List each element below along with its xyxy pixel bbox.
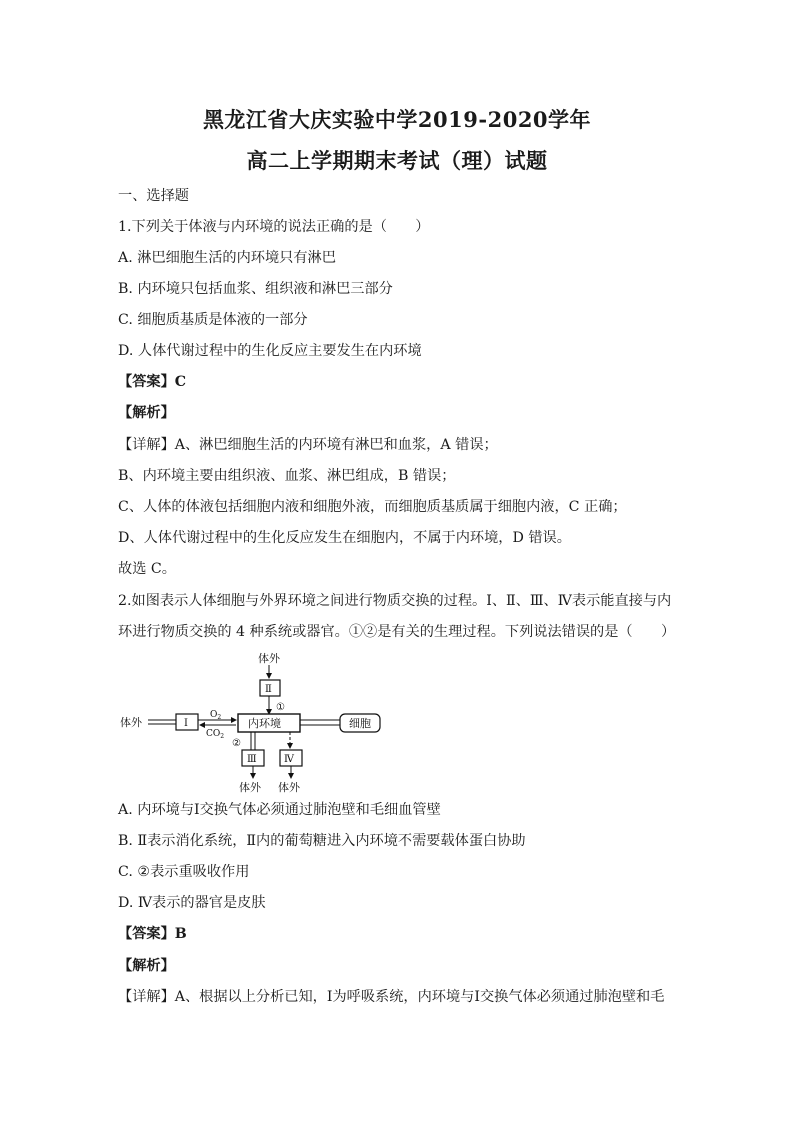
document-title-line1: 黑龙江省大庆实验中学2019-2020学年 <box>202 107 592 132</box>
o2-label: $O_2$ <box>210 710 222 721</box>
document-title-line2: 高二上学期期末考试（理）试题 <box>246 148 548 173</box>
q1-option-b: B. 内环境只包括血浆、组织液和淋巴三部分 <box>118 281 393 297</box>
q1-option-a: A. 淋巴细胞生活的内环境只有淋巴 <box>118 250 336 266</box>
process-1-label: ① <box>276 702 285 713</box>
outside-label-top: 体外 <box>258 652 280 665</box>
q1-option-d: D. 人体代谢过程中的生化反应主要发生在内环境 <box>118 343 422 359</box>
exchange-diagram-svg <box>118 650 388 795</box>
box-iv-label: Ⅳ <box>284 754 294 765</box>
q1-answer: 【答案】C <box>118 374 187 390</box>
exchange-diagram <box>118 650 388 795</box>
box-iii-label: Ⅲ <box>247 754 257 765</box>
q2-analysis-label: 【解析】 <box>118 958 175 974</box>
cell-label: 细胞 <box>349 717 371 730</box>
q1-stem: 1.下列关于体液与内环境的说法正确的是（ ） <box>118 219 430 235</box>
internal-environment-label: 内环境 <box>248 717 281 730</box>
box-ii-label: Ⅱ <box>265 684 272 695</box>
outside-label-bottom-1: 体外 <box>239 781 261 794</box>
process-2-label: ② <box>232 738 241 749</box>
q1-detail-line: D、人体代谢过程中的生化反应发生在细胞内，不属于内环境，D 错误。 <box>118 530 571 546</box>
q1-detail-line: 故选 C。 <box>118 561 176 577</box>
q2-option-b: B. Ⅱ表示消化系统，Ⅱ内的葡萄糖进入内环境不需要载体蛋白协助 <box>118 833 526 849</box>
q2-option-c: C. ②表示重吸收作用 <box>118 864 250 880</box>
q2-stem-line2: 环进行物质交换的 4 种系统或器官。①②是有关的生理过程。下列说法错误的是（ ） <box>118 624 676 640</box>
co2-label: $CO_2$ <box>206 729 225 740</box>
q1-option-c: C. 细胞质基质是体液的一部分 <box>118 312 308 328</box>
q2-stem-line1: 2.如图表示人体细胞与外界环境之间进行物质交换的过程。Ⅰ、Ⅱ、Ⅲ、Ⅳ表示能直接与内 <box>118 593 672 609</box>
q1-detail-line: B、内环境主要由组织液、血浆、淋巴组成，B 错误； <box>118 468 456 484</box>
q1-detail-line: C、人体的体液包括细胞内液和细胞外液，而细胞质基质属于细胞内液，C 正确； <box>118 499 627 515</box>
q2-answer: 【答案】B <box>118 926 187 942</box>
q1-detail-line: 【详解】A、淋巴细胞生活的内环境有淋巴和血浆，A 错误； <box>118 437 498 453</box>
q2-option-a: A. 内环境与Ⅰ交换气体必须通过肺泡壁和毛细血管壁 <box>118 802 441 818</box>
box-i-label: Ⅰ <box>184 718 188 729</box>
q1-analysis-label: 【解析】 <box>118 405 175 421</box>
outside-label-left: 体外 <box>120 716 142 729</box>
outside-label-bottom-2: 体外 <box>278 781 300 794</box>
section-heading: 一、选择题 <box>118 188 189 204</box>
q2-option-d: D. Ⅳ表示的器官是皮肤 <box>118 895 266 911</box>
q2-detail-line: 【详解】A、根据以上分析已知，Ⅰ为呼吸系统，内环境与Ⅰ交换气体必须通过肺泡壁和毛 <box>118 989 665 1005</box>
